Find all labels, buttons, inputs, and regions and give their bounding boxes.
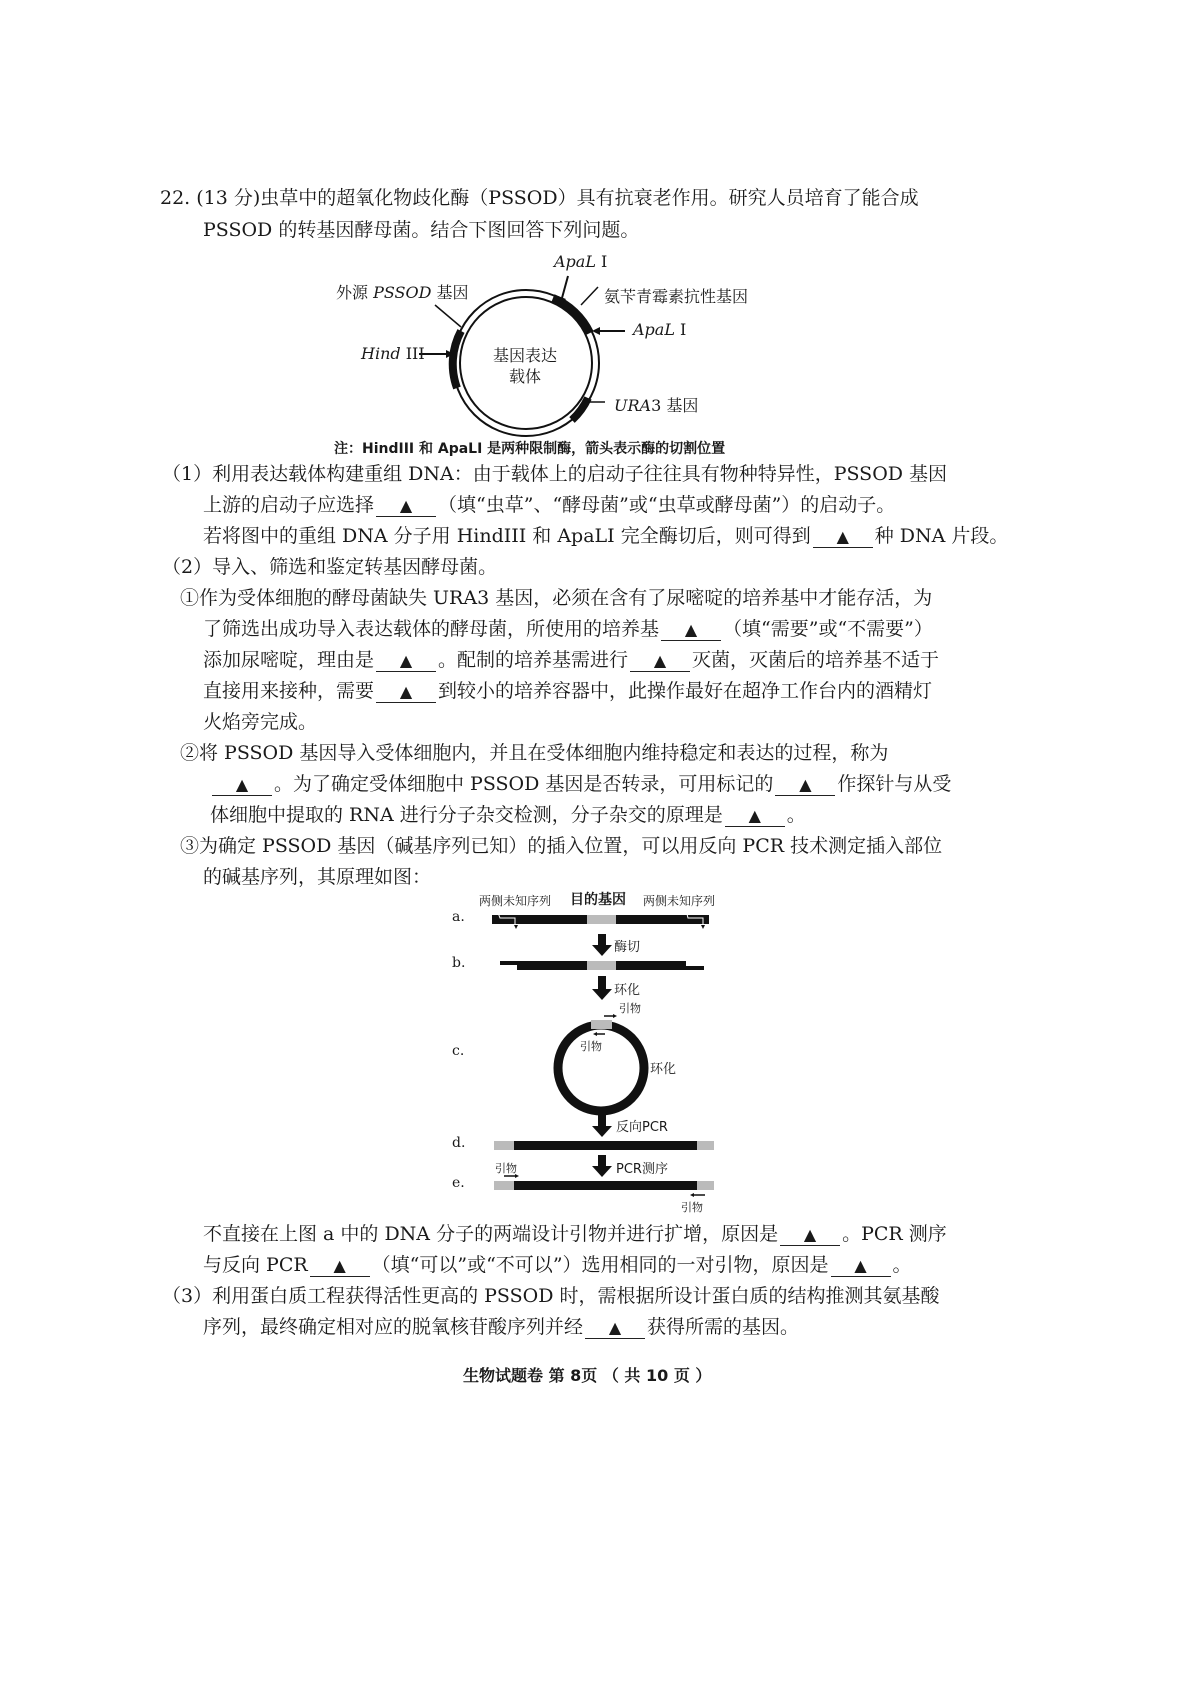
answer-blank-2[interactable]: ▲ — [813, 526, 873, 548]
label-amp-resistance: 氨苄青霉素抗性基因 — [604, 287, 749, 306]
part2-s2-line-1: ②将 PSSOD 基因导入受体细胞内，并且在受体细胞内维持稳定和表达的过程，称为 — [180, 742, 889, 764]
arrow-4-head — [592, 1166, 612, 1177]
row-d-right-gene — [697, 1141, 714, 1150]
row-a-target-gene — [587, 915, 616, 924]
fig2-header-left: 两侧未知序列 — [479, 894, 552, 908]
row-d-left-gene — [494, 1141, 514, 1150]
answer-blank-6[interactable]: ▲ — [376, 681, 436, 703]
label-ura3-gene: URA3 基因 — [614, 396, 699, 415]
row-label-b: b. — [452, 955, 466, 971]
arrow-4-shaft — [598, 1155, 606, 1167]
part2-s2-line-3: 体细胞中提取的 RNA 进行分子杂交检测，分子杂交的原理是 ▲ 。 — [210, 804, 806, 826]
part2-s1-line-2: 了筛选出成功导入表达载体的酵母菌，所使用的培养基 ▲ （填“需要”或“不需要”） — [203, 618, 933, 640]
part2-s2-line-2: ▲ 。为了确定受体细胞中 PSSOD 基因是否转录，可用标记的 ▲ 作探针与从受 — [210, 772, 951, 796]
part2-s1-line-5: 火焰旁完成。 — [203, 711, 318, 733]
after-fig-line-2: 与反向 PCR ▲ （填“可以”或“不可以”）选用相同的一对引物，原因是 ▲ 。 — [203, 1254, 912, 1276]
primer-e-left-label: 引物 — [495, 1162, 517, 1175]
label-pssod-gene: 外源 PSSOD 基因 — [336, 283, 469, 302]
answer-blank-1[interactable]: ▲ — [376, 495, 436, 517]
row-e-flank — [514, 1181, 697, 1190]
fig2-header-center: 目的基因 — [570, 892, 626, 908]
after-fig-line-1: 不直接在上图 a 中的 DNA 分子的两端设计引物并进行扩增，原因是 ▲ 。PCR 测序 — [203, 1223, 947, 1245]
step-label-pcr-sequencing: PCR测序 — [616, 1162, 668, 1177]
part2-s3-line-1: ③为确定 PSSOD 基因（碱基序列已知）的插入位置，可以用反向 PCR 技术测定插入部位 — [180, 835, 943, 857]
answer-blank-10[interactable]: ▲ — [780, 1224, 840, 1246]
primer-inner-arrowhead — [593, 1032, 597, 1036]
answer-blank-8[interactable]: ▲ — [775, 774, 835, 796]
arrow-2-shaft — [598, 976, 606, 990]
question-intro-text: (13 分)虫草中的超氧化物歧化酶（PSSOD）具有抗衰老作用。研究人员培育了能合成 — [196, 187, 919, 209]
row-b-right-bottom — [616, 966, 704, 970]
arrow-2-head — [592, 989, 612, 1000]
label-apal-right: ApaL I — [633, 320, 687, 339]
label-hindiii: Hind III — [361, 344, 425, 363]
answer-blank-13[interactable]: ▲ — [585, 1317, 645, 1339]
figure1-note: 注：HindIII 和 ApaLI 是两种限制酶，箭头表示酶的切割位置 — [334, 441, 726, 457]
part2-s1-line-1: ①作为受体细胞的酵母菌缺失 URA3 基因，必须在含有了尿嘧啶的培养基中才能存活，为 — [180, 587, 933, 609]
part2-s3-line-2: 的碱基序列，其原理如图： — [203, 866, 432, 888]
row-label-d: d. — [452, 1135, 466, 1151]
primer-top-arrowhead — [613, 1014, 617, 1018]
answer-blank-7[interactable]: ▲ — [212, 774, 272, 796]
row-label-c: c. — [452, 1043, 465, 1059]
row-label-e: e. — [452, 1175, 465, 1191]
step-label-digest: 酶切 — [614, 940, 641, 955]
row-b-right-top — [616, 961, 686, 966]
arrow-3-shaft — [598, 1113, 606, 1127]
row-label-a: a. — [452, 909, 465, 925]
arrow-1-head — [592, 945, 612, 956]
circle-label-circularized: 环化 — [650, 1062, 677, 1077]
row-e-left-gene — [494, 1181, 514, 1190]
row-b-target-gene — [587, 961, 616, 970]
primer-top-label: 引物 — [619, 1002, 641, 1015]
part2-title: （2）导入、筛选和鉴定转基因酵母菌。 — [162, 556, 498, 578]
part1-line-3: 若将图中的重组 DNA 分子用 HindIII 和 ApaLI 完全酶切后，则可得到 ▲ 种 DNA 片段。 — [203, 525, 1009, 547]
question-number: 22. — [160, 187, 191, 209]
primer-e-right-label: 引物 — [681, 1201, 703, 1214]
part1-line-1: （1）利用表达载体构建重组 DNA：由于载体上的启动子往往具有物种特异性，PSSOD 基因 — [162, 463, 948, 485]
step-label-circularize: 环化 — [614, 983, 641, 998]
answer-blank-5[interactable]: ▲ — [630, 650, 690, 672]
row-d-flank — [514, 1141, 697, 1150]
page-footer: 生物试题卷 第 8页 （ 共 10 页 ） — [463, 1366, 712, 1385]
row-a-right-cut-triangle — [701, 925, 705, 929]
answer-blank-11[interactable]: ▲ — [310, 1255, 370, 1277]
part2-s1-line-4: 直接用来接种，需要 ▲ 到较小的培养容器中，此操作最好在超净工作台内的酒精灯 — [203, 680, 933, 702]
part3-line-1: （3）利用蛋白质工程获得活性更高的 PSSOD 时，需根据所设计蛋白质的结构推测其氨基酸 — [162, 1285, 940, 1307]
row-a-left-cut-triangle — [514, 925, 518, 929]
arrow-3-head — [592, 1126, 612, 1137]
part2-s1-line-3: 添加尿嘧啶，理由是 ▲ 。配制的培养基需进行 ▲ 灭菌，灭菌后的培养基不适于 — [203, 649, 940, 671]
step-label-inverse-pcr: 反向PCR — [616, 1120, 668, 1135]
label-apal-top: ApaL I — [554, 252, 608, 271]
row-a-left-flank — [492, 915, 587, 924]
answer-blank-12[interactable]: ▲ — [831, 1255, 891, 1277]
primer-inner-label: 引物 — [580, 1040, 602, 1053]
row-b-left-bottom — [517, 965, 587, 970]
row-e-right-gene — [697, 1181, 714, 1190]
arrow-1-shaft — [598, 934, 606, 946]
row-c-target-gene — [591, 1020, 612, 1029]
plasmid-center-label-2: 载体 — [509, 367, 542, 386]
row-a-right-flank — [616, 915, 709, 924]
fig2-header-right: 两侧未知序列 — [643, 894, 716, 908]
answer-blank-4[interactable]: ▲ — [376, 650, 436, 672]
answer-blank-3[interactable]: ▲ — [661, 619, 721, 641]
part1-line-2: 上游的启动子应选择 ▲ （填“虫草”、“酵母菌”或“虫草或酵母菌”）的启动子。 — [203, 494, 896, 516]
row-b-left-top — [500, 961, 587, 965]
answer-blank-9[interactable]: ▲ — [725, 805, 785, 827]
primer-e-right-arrowhead — [690, 1193, 694, 1197]
plasmid-center-label-1: 基因表达 — [493, 346, 558, 365]
question-intro-line-2: PSSOD 的转基因酵母菌。结合下图回答下列问题。 — [203, 219, 640, 241]
part3-line-2: 序列，最终确定相对应的脱氧核苷酸序列并经 ▲ 获得所需的基因。 — [203, 1316, 800, 1338]
